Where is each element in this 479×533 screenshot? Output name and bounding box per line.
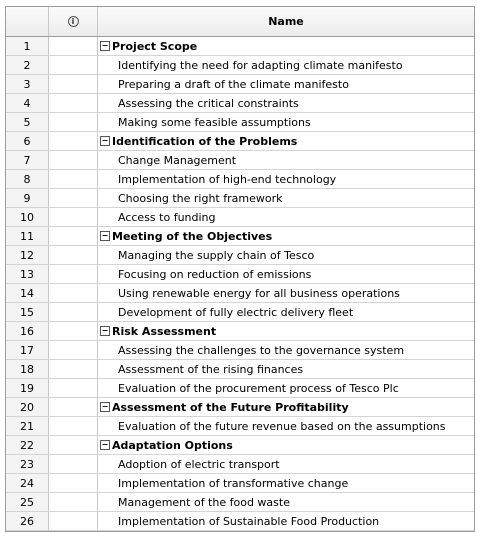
task-name[interactable]: [98, 493, 474, 511]
task-label: Adaptation Options: [112, 438, 233, 452]
collapse-icon[interactable]: −: [101, 440, 109, 449]
indicator-cell[interactable]: [49, 417, 98, 435]
task-label: Project Scope: [112, 39, 198, 53]
indicator-cell[interactable]: [49, 208, 98, 226]
indicator-cell[interactable]: [49, 512, 98, 530]
row-number[interactable]: 22: [6, 436, 49, 454]
row-number[interactable]: 13: [6, 265, 49, 283]
summary-task-name[interactable]: [98, 436, 474, 454]
row-number[interactable]: 11: [6, 227, 49, 245]
row-number[interactable]: 3: [6, 75, 49, 93]
indicator-cell[interactable]: [49, 132, 98, 150]
indicator-cell[interactable]: [49, 246, 98, 264]
task-row[interactable]: [6, 455, 474, 474]
summary-task-name[interactable]: [98, 37, 474, 55]
summary-task-name[interactable]: [98, 398, 474, 416]
collapse-icon[interactable]: −: [101, 326, 109, 335]
task-row[interactable]: [6, 113, 474, 132]
task-label: Implementation of high-end technology: [118, 172, 337, 186]
task-label: Preparing a draft of the climate manifesto: [118, 77, 349, 91]
task-row[interactable]: [6, 75, 474, 94]
task-label: Choosing the right framework: [118, 191, 283, 205]
name-column-header[interactable]: Name: [268, 15, 304, 28]
task-row[interactable]: [6, 379, 474, 398]
row-number[interactable]: 10: [6, 208, 49, 226]
row-number[interactable]: 16: [6, 322, 49, 340]
row-number[interactable]: 25: [6, 493, 49, 511]
collapse-icon[interactable]: −: [101, 231, 109, 240]
row-number[interactable]: 7: [6, 151, 49, 169]
task-label: Assessing the critical constraints: [118, 96, 299, 110]
summary-task-row[interactable]: [6, 322, 474, 341]
row-number[interactable]: 24: [6, 474, 49, 492]
task-label: Evaluation of the procurement process of Tesco Plc: [118, 381, 399, 395]
row-number[interactable]: 1: [6, 37, 49, 55]
row-number[interactable]: 4: [6, 94, 49, 112]
task-label: Identifying the need for adapting climate manifesto: [118, 58, 403, 72]
task-name[interactable]: [98, 512, 474, 530]
task-name[interactable]: [98, 94, 474, 112]
task-label: Evaluation of the future revenue based on the assumptions: [118, 419, 446, 433]
task-name[interactable]: [98, 379, 474, 397]
row-number-header[interactable]: [6, 7, 49, 36]
task-row[interactable]: [6, 189, 474, 208]
task-label: Using renewable energy for all business operations: [118, 286, 400, 300]
task-row[interactable]: [6, 341, 474, 360]
task-label: Focusing on reduction of emissions: [118, 267, 312, 281]
task-row[interactable]: [6, 284, 474, 303]
task-name[interactable]: [98, 75, 474, 93]
task-label: Identification of the Problems: [112, 134, 298, 148]
task-name[interactable]: [98, 151, 474, 169]
row-number[interactable]: 5: [6, 113, 49, 131]
indicator-cell[interactable]: [49, 379, 98, 397]
row-number[interactable]: 8: [6, 170, 49, 188]
grid-header: [6, 7, 474, 37]
row-number[interactable]: 26: [6, 512, 49, 530]
task-name[interactable]: [98, 284, 474, 302]
task-label: Change Management: [118, 153, 237, 167]
task-label: Meeting of the Objectives: [112, 229, 273, 243]
indicator-cell[interactable]: [49, 398, 98, 416]
row-number[interactable]: 23: [6, 455, 49, 473]
row-number[interactable]: 6: [6, 132, 49, 150]
task-label: Adoption of electric transport: [118, 457, 280, 471]
task-name[interactable]: [98, 208, 474, 226]
task-name[interactable]: [98, 303, 474, 321]
task-label: Managing the supply chain of Tesco: [118, 248, 315, 262]
task-row[interactable]: [6, 94, 474, 113]
info-icon: i: [68, 16, 79, 27]
indicator-cell[interactable]: [49, 322, 98, 340]
row-number[interactable]: 14: [6, 284, 49, 302]
indicator-cell[interactable]: [49, 436, 98, 454]
summary-task-row[interactable]: [6, 398, 474, 417]
summary-task-name[interactable]: [98, 132, 474, 150]
task-row[interactable]: [6, 151, 474, 170]
indicator-cell[interactable]: [49, 227, 98, 245]
collapse-icon[interactable]: −: [101, 136, 109, 145]
task-row[interactable]: [6, 303, 474, 322]
indicator-cell[interactable]: [49, 151, 98, 169]
summary-task-row[interactable]: [6, 436, 474, 455]
indicator-cell[interactable]: [49, 493, 98, 511]
summary-task-row[interactable]: [6, 132, 474, 151]
task-row[interactable]: [6, 512, 474, 531]
summary-task-name[interactable]: [98, 322, 474, 340]
indicator-cell[interactable]: [49, 94, 98, 112]
row-number[interactable]: 9: [6, 189, 49, 207]
task-label: Assessment of the rising finances: [118, 362, 304, 376]
task-row[interactable]: [6, 170, 474, 189]
row-number[interactable]: 18: [6, 360, 49, 378]
task-name[interactable]: [98, 360, 474, 378]
task-label: Management of the food waste: [118, 495, 290, 509]
task-row[interactable]: [6, 360, 474, 379]
task-name[interactable]: [98, 341, 474, 359]
collapse-icon[interactable]: −: [101, 41, 109, 50]
task-label: Implementation of transformative change: [118, 476, 349, 490]
task-label: Development of fully electric delivery fleet: [118, 305, 354, 319]
grid-body: [6, 37, 474, 531]
row-number[interactable]: 19: [6, 379, 49, 397]
indicators-header[interactable]: [49, 7, 98, 36]
collapse-icon[interactable]: −: [101, 402, 109, 411]
indicator-cell[interactable]: [49, 56, 98, 74]
task-name[interactable]: [98, 265, 474, 283]
summary-task-row[interactable]: [6, 37, 474, 56]
task-row[interactable]: [6, 474, 474, 493]
indicator-cell[interactable]: [49, 170, 98, 188]
indicator-cell[interactable]: [49, 455, 98, 473]
row-number[interactable]: 17: [6, 341, 49, 359]
indicator-cell[interactable]: [49, 360, 98, 378]
task-label: Making some feasible assumptions: [118, 115, 311, 129]
task-row[interactable]: [6, 56, 474, 75]
task-name[interactable]: [98, 170, 474, 188]
task-name[interactable]: [98, 113, 474, 131]
indicator-cell[interactable]: [49, 265, 98, 283]
row-number[interactable]: 20: [6, 398, 49, 416]
task-name[interactable]: [98, 455, 474, 473]
indicator-cell[interactable]: [49, 113, 98, 131]
task-row[interactable]: [6, 417, 474, 436]
indicator-cell[interactable]: [49, 284, 98, 302]
task-name[interactable]: [98, 474, 474, 492]
task-name[interactable]: [98, 189, 474, 207]
summary-task-row[interactable]: [6, 227, 474, 246]
task-row[interactable]: [6, 208, 474, 227]
indicator-cell[interactable]: [49, 37, 98, 55]
row-number[interactable]: 21: [6, 417, 49, 435]
task-row[interactable]: [6, 493, 474, 512]
indicator-cell[interactable]: [49, 341, 98, 359]
task-label: Access to funding: [118, 210, 216, 224]
task-label: Assessing the challenges to the governance system: [118, 343, 405, 357]
task-label: Implementation of Sustainable Food Production: [118, 514, 380, 528]
task-grid: [5, 6, 475, 532]
indicator-cell[interactable]: [49, 75, 98, 93]
summary-task-name[interactable]: [98, 227, 474, 245]
task-name[interactable]: [98, 56, 474, 74]
row-number[interactable]: 2: [6, 56, 49, 74]
task-label: Assessment of the Future Profitability: [112, 400, 349, 414]
task-row[interactable]: [6, 246, 474, 265]
indicator-cell[interactable]: [49, 303, 98, 321]
row-number[interactable]: 15: [6, 303, 49, 321]
indicator-cell[interactable]: [49, 189, 98, 207]
task-name[interactable]: [98, 246, 474, 264]
row-number[interactable]: 12: [6, 246, 49, 264]
task-label: Risk Assessment: [112, 324, 217, 338]
task-name[interactable]: [98, 417, 474, 435]
task-row[interactable]: [6, 265, 474, 284]
indicator-cell[interactable]: [49, 474, 98, 492]
